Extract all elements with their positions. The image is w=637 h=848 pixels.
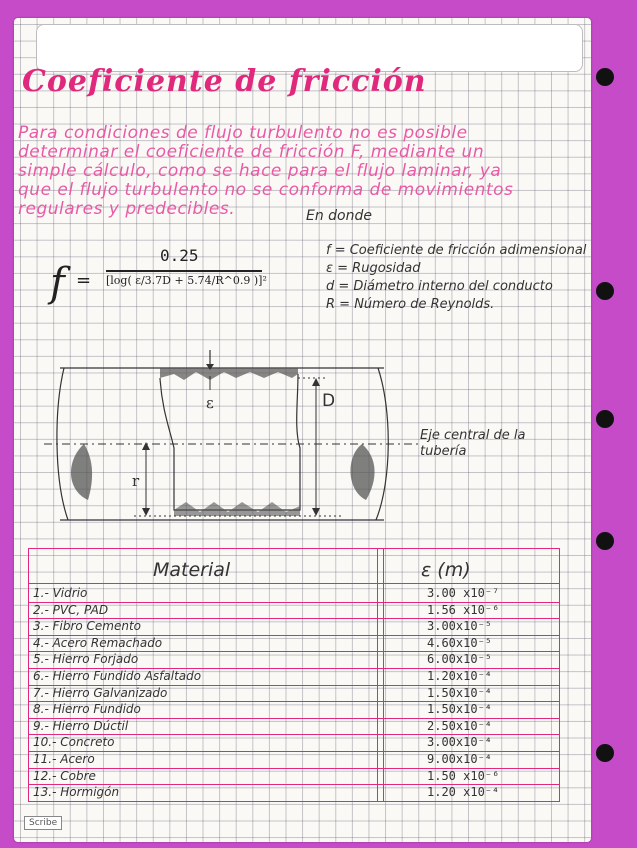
page-title: Coeficiente de fricción [22, 64, 427, 99]
roughness-cell: 1.50x10⁻⁴ [427, 685, 493, 700]
definition-f: f = Coeficiente de fricción adimensional [326, 243, 587, 258]
roughness-cell: 1.56 x10⁻⁶ [427, 602, 500, 617]
table-row [29, 685, 559, 703]
roughness-cell: 6.00x10⁻⁵ [427, 652, 493, 667]
definition-epsilon: ε = Rugosidad [326, 261, 421, 276]
formula-equals: = [76, 270, 92, 291]
epsilon-label: ε [206, 394, 214, 412]
table-row [29, 618, 559, 636]
material-cell: 11.- Acero [33, 752, 95, 766]
table-row [29, 718, 559, 736]
roughness-column-header: ε (m) [421, 559, 471, 581]
material-cell: 7.- Hierro Galvanizado [33, 685, 168, 700]
intro-paragraph: Para condiciones de flujo turbulento no es posible determinar el coeficiente de fricción F, mediante un simple cálculo, como se hace para el flujo laminar, ya que el flujo turbulento no se conforma de movimientos regulares y predecibles. [18, 123, 514, 219]
material-cell: 6.- Hierro Fundido Asfaltado [33, 669, 202, 683]
material-cell: 9.- Hierro Dúctil [33, 718, 129, 733]
cutout-top-roughness [160, 368, 298, 380]
radius-label: r [132, 472, 140, 490]
central-axis-label: Eje central de la tubería [420, 428, 526, 459]
table-row [29, 651, 559, 669]
material-cell: 10.- Concreto [33, 735, 115, 750]
table-row [29, 602, 559, 620]
roughness-cell: 1.50 x10⁻⁶ [427, 768, 500, 783]
brand-logo: Scribe [24, 816, 62, 830]
roughness-cell: 1.20x10⁻⁴ [427, 669, 493, 683]
right-hatched-section [350, 444, 374, 500]
table-row [29, 751, 559, 769]
roughness-cell: 4.60x10⁻⁵ [427, 635, 493, 650]
roughness-table [28, 548, 560, 802]
diameter-label: D [322, 391, 336, 411]
header-underline [29, 583, 559, 584]
material-cell: 12.- Cobre [33, 768, 96, 783]
fraction-bar [106, 270, 262, 272]
formula-lhs: f [50, 260, 65, 306]
binder-hole [596, 532, 614, 550]
roughness-cell: 1.20 x10⁻⁴ [427, 785, 500, 800]
where-label: En donde [306, 208, 372, 224]
material-cell: 2.- PVC, PAD [33, 602, 109, 617]
definition-r: R = Número de Reynolds. [326, 297, 495, 312]
formula-numerator: 0.25 [160, 246, 199, 265]
roughness-cell: 3.00x10⁻⁵ [427, 619, 493, 634]
binder-hole [596, 410, 614, 428]
material-cell: 3.- Fibro Cemento [33, 619, 142, 634]
binder-hole [596, 282, 614, 300]
friction-formula [40, 246, 300, 320]
radius-top-arrow [142, 442, 150, 450]
roughness-cell: 3.00x10⁻⁴ [427, 735, 493, 750]
roughness-cell: 3.00 x10⁻⁷ [427, 586, 500, 600]
definition-d: d = Diámetro interno del conducto [326, 279, 553, 294]
binder-hole [596, 744, 614, 762]
radius-bottom-arrow [142, 508, 150, 516]
cutout-outline [160, 374, 300, 510]
material-cell: 8.- Hierro Fundido [33, 702, 141, 717]
material-cell: 1.- Vidrio [33, 586, 88, 600]
table-row [29, 585, 559, 603]
binder-hole [596, 68, 614, 86]
roughness-cell: 1.50x10⁻⁴ [427, 702, 493, 717]
cutout-bottom-roughness [174, 502, 300, 516]
material-cell: 5.- Hierro Forjado [33, 652, 139, 667]
formula-denominator: [log( ε/3.7D + 5.74/R^0.9 )]² [106, 274, 267, 287]
material-cell: 4.- Acero Remachado [33, 635, 163, 650]
table-row [29, 784, 559, 802]
table-row [29, 768, 559, 786]
left-hatched-section [71, 444, 92, 500]
material-cell: 13.- Hormigón [33, 785, 120, 800]
table-row [29, 635, 559, 653]
roughness-cell: 9.00x10⁻⁴ [427, 752, 493, 766]
diameter-bottom-arrow [312, 508, 320, 516]
variable-definitions [326, 242, 586, 314]
table-row [29, 734, 559, 752]
table-row [29, 701, 559, 719]
diameter-top-arrow [312, 378, 320, 386]
table-row [29, 668, 559, 686]
roughness-cell: 2.50x10⁻⁴ [427, 718, 493, 733]
material-column-header: Material [153, 559, 231, 581]
